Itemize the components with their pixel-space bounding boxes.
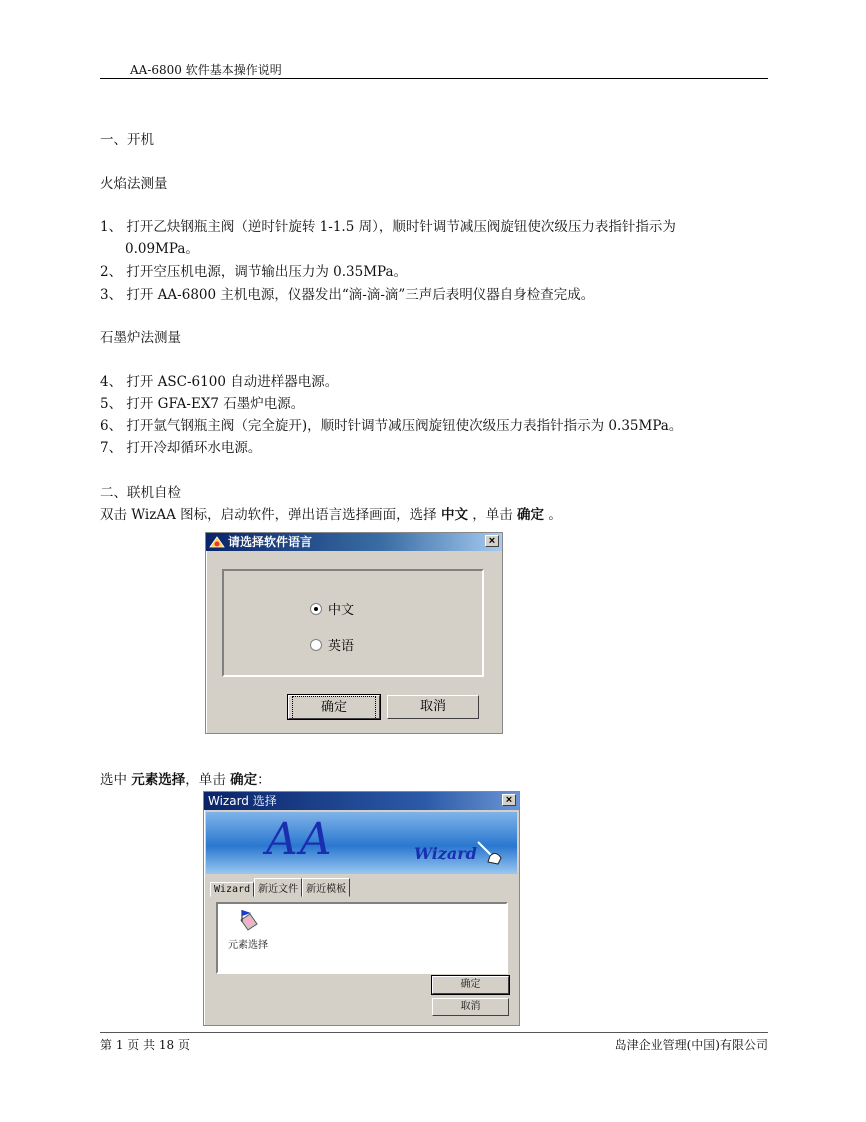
- radio-chinese[interactable]: [310, 599, 354, 618]
- section-3-text: [100, 768, 271, 788]
- ok-button-label: 确定: [292, 696, 376, 720]
- header-title: AA-6800 软件基本操作说明: [130, 63, 282, 77]
- wizard-cancel-button[interactable]: 取消: [432, 998, 509, 1016]
- language-dialog-titlebar: [206, 533, 502, 551]
- app-icon: [209, 535, 225, 549]
- s3-text-b: ，单击: [185, 772, 231, 788]
- radio-english[interactable]: [310, 635, 354, 654]
- tab-wizard[interactable]: Wizard: [210, 882, 254, 897]
- flame-title: 火焰法测量: [100, 176, 168, 192]
- graphite-item-7: 7、 打开冷却循环水电源。: [100, 440, 262, 456]
- s3-text-c: ：: [257, 772, 271, 788]
- s2-bold-ok: 确定: [517, 507, 545, 523]
- banner-subtitle: Wizard: [414, 844, 477, 863]
- section-2-title: 二、联机自检: [100, 485, 181, 501]
- tab-recent-templates[interactable]: 新近模板: [302, 878, 350, 897]
- radio-selected-icon: [310, 603, 322, 615]
- wizard-banner: [206, 812, 517, 874]
- graphite-item-6: 6、 打开氩气钢瓶主阀（完全旋开)，顺时针调节减压阀旋钮使次级压力表指针指示为 0.35MPa。: [100, 418, 683, 434]
- banner-logo: AA: [266, 814, 334, 865]
- s3-text-a: 选中: [100, 772, 132, 788]
- language-dialog: [205, 532, 503, 734]
- s2-bold-chinese: 中文: [440, 507, 468, 523]
- wizard-ok-button[interactable]: 确定: [432, 976, 509, 994]
- tab-recent-files[interactable]: 新近文件: [254, 878, 302, 897]
- s3-bold-element: 元素选择: [131, 772, 186, 788]
- flame-item-1: 1、 打开乙炔钢瓶主阀（逆时针旋转 1-1.5 周），顺时针调节减压阀旋钮使次级压力表指针指示为: [100, 219, 676, 235]
- footer-rule: [100, 1032, 768, 1033]
- flame-item-3: 3、 打开 AA-6800 主机电源，仪器发出“滴-滴-滴”三声后表明仪器自身检查完成。: [100, 287, 595, 303]
- wand-hand-icon: [474, 838, 504, 866]
- s2-text-a: 双击 WizAA 图标，启动软件，弹出语言选择画面，选择: [100, 507, 441, 523]
- radio-chinese-label: 中文: [328, 603, 355, 618]
- graphite-item-5: 5、 打开 GFA-EX7 石墨炉电源。: [100, 396, 305, 412]
- flame-item-1-cont: 0.09MPa。: [125, 241, 199, 257]
- close-icon[interactable]: ×: [502, 794, 516, 806]
- radio-empty-icon: [310, 639, 322, 651]
- cancel-button[interactable]: 取消: [387, 695, 479, 719]
- element-select-item[interactable]: [226, 908, 270, 951]
- footer-page: 第 1 页 共 18 页: [100, 1038, 190, 1052]
- language-dialog-title: 请选择软件语言: [228, 535, 313, 549]
- section-2-text: [100, 503, 562, 523]
- ok-button[interactable]: [288, 695, 380, 719]
- wizard-tabs: [210, 878, 350, 897]
- wizard-dialog: [203, 791, 520, 1026]
- element-select-icon: [235, 908, 261, 934]
- graphite-title: 石墨炉法测量: [100, 330, 181, 346]
- section-1-title: 一、开机: [100, 132, 154, 148]
- close-icon[interactable]: ×: [485, 535, 499, 547]
- wizard-dialog-titlebar: [204, 792, 519, 810]
- s2-text-b: ，单击: [467, 507, 518, 523]
- s2-text-c: 。: [544, 507, 562, 523]
- language-group: [222, 569, 484, 677]
- wizard-dialog-title: Wizard 选择: [208, 794, 277, 808]
- graphite-item-4: 4、 打开 ASC-6100 自动进样器电源。: [100, 374, 339, 390]
- wizard-panel: [216, 902, 508, 974]
- element-select-label: 元素选择: [228, 940, 268, 951]
- radio-english-label: 英语: [328, 639, 355, 654]
- s3-bold-ok: 确定: [230, 772, 258, 788]
- header-rule: [100, 78, 768, 79]
- footer-company: 岛津企业管理(中国)有限公司: [614, 1038, 768, 1052]
- flame-item-2: 2、 打开空压机电源，调节输出压力为 0.35MPa。: [100, 264, 408, 280]
